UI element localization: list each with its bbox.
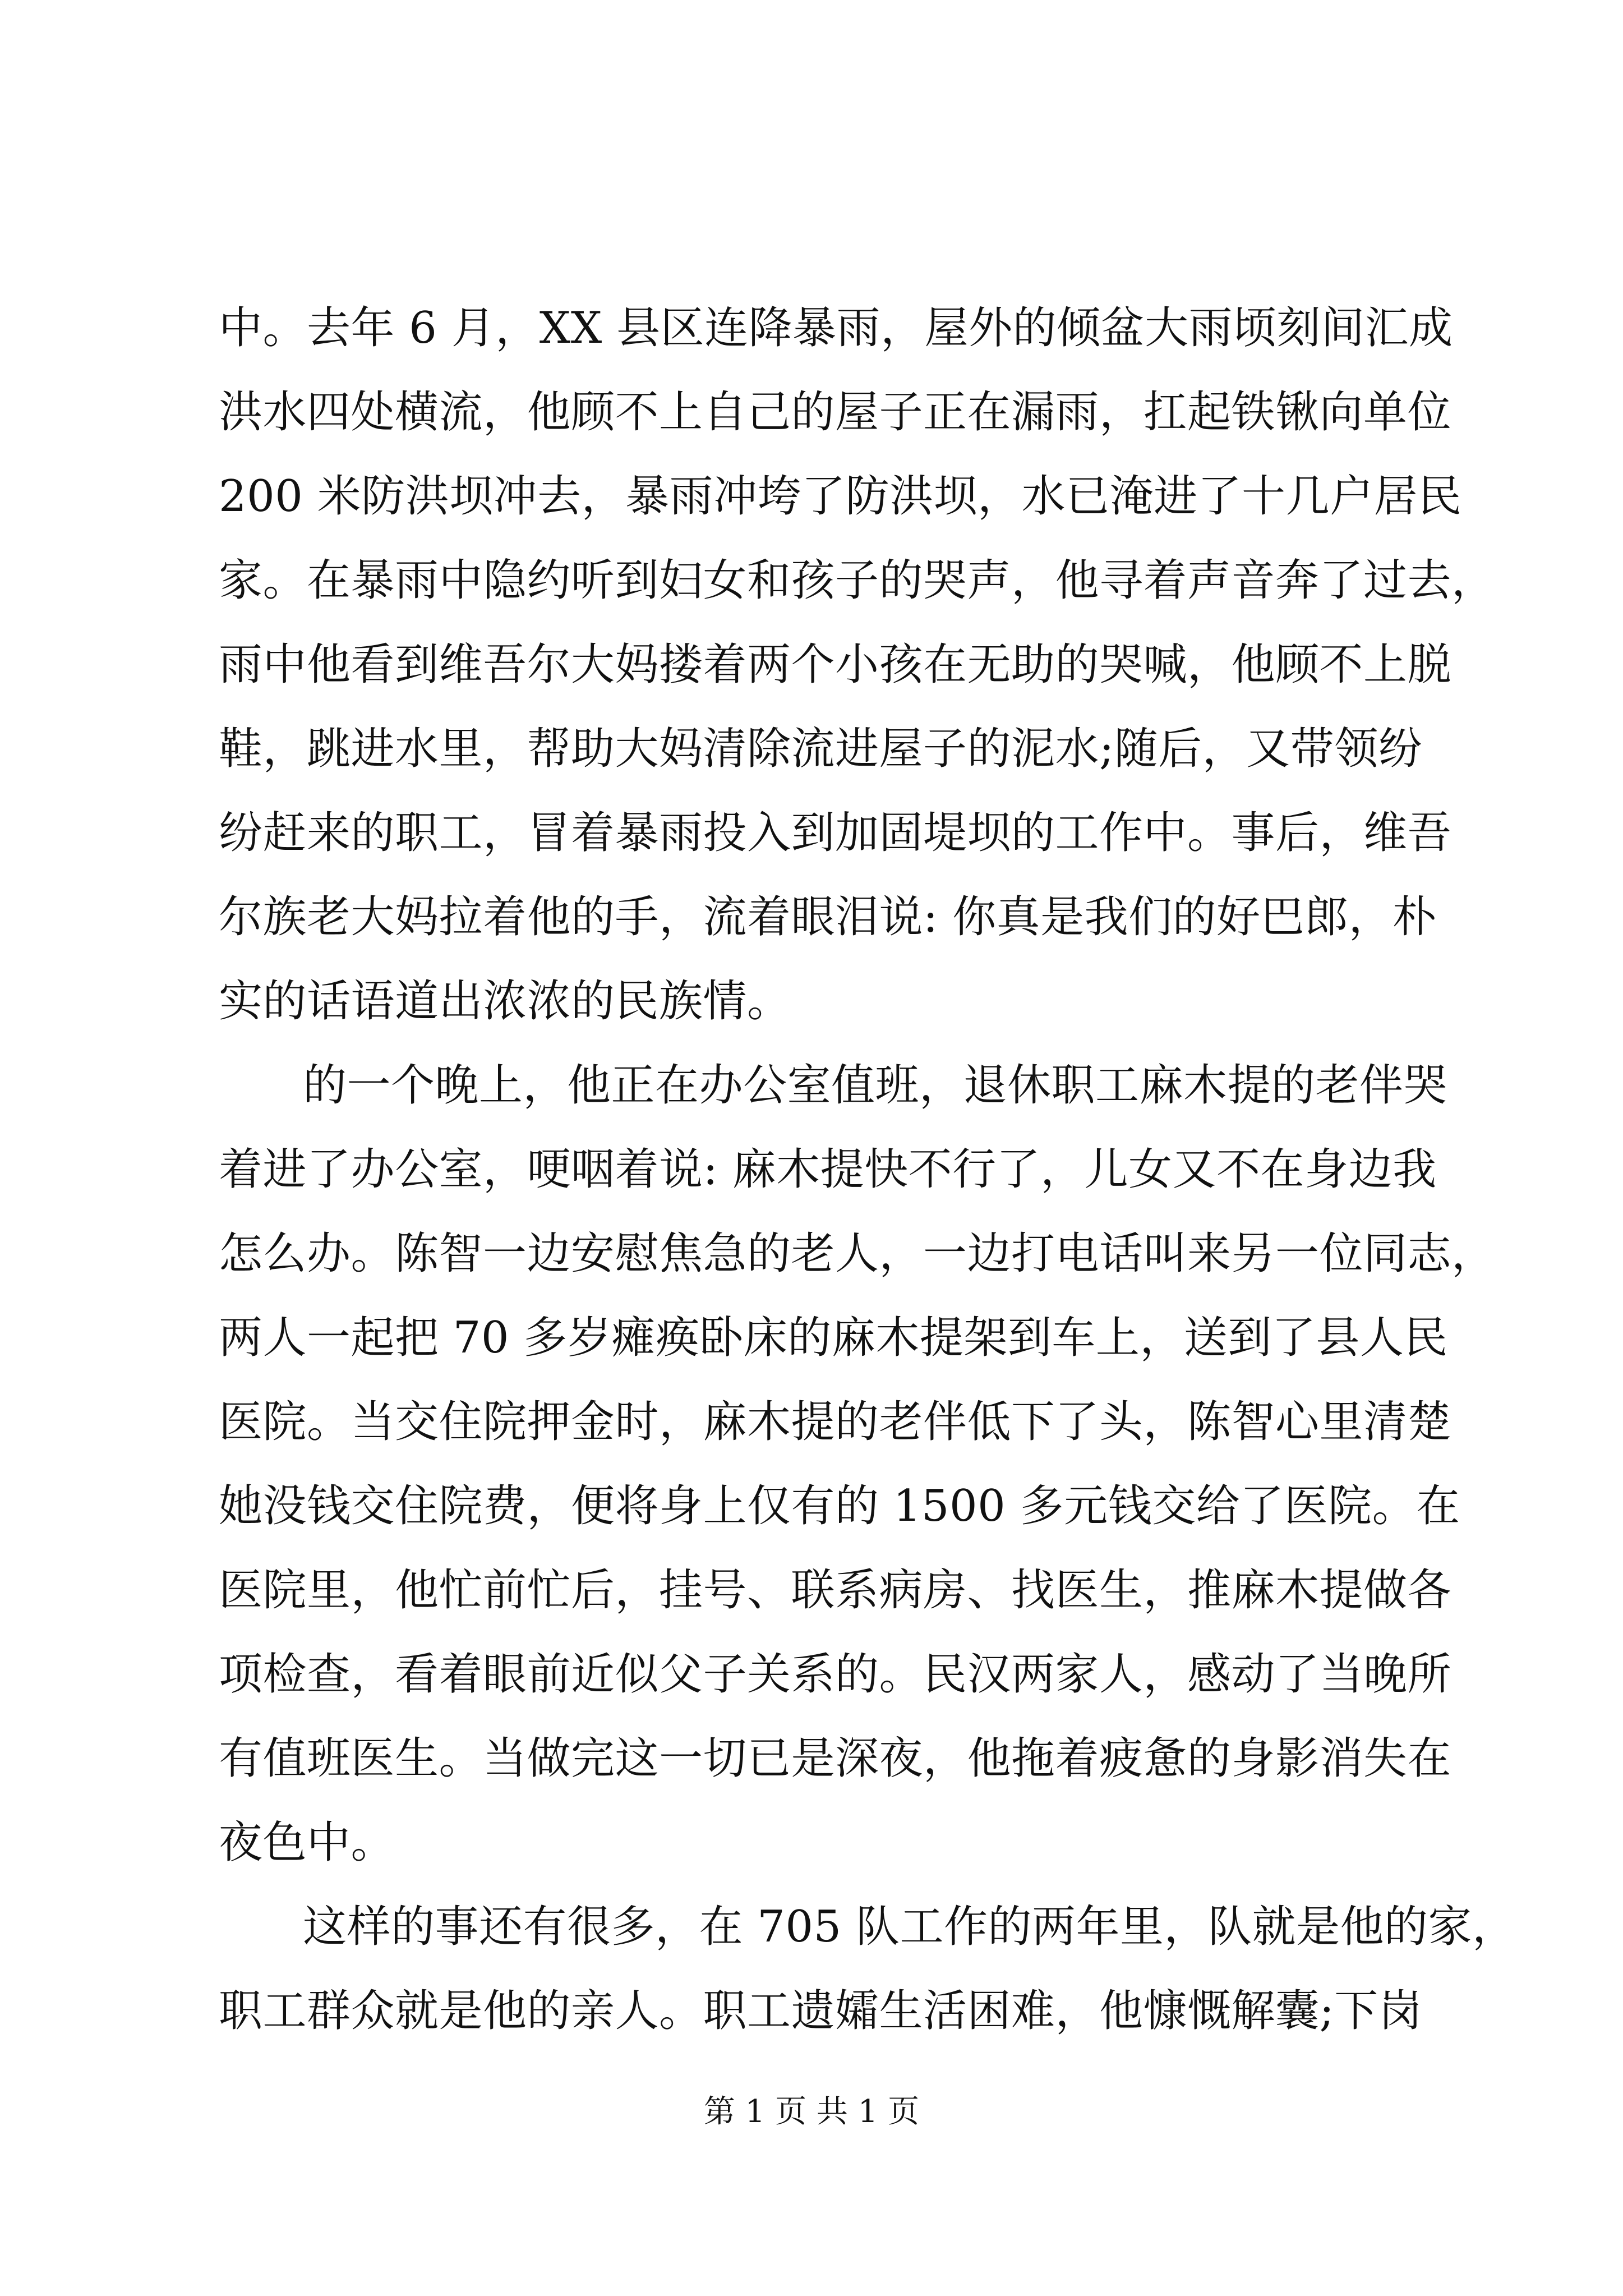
text-line: 她没钱交住院费，便将身上仅有的 1500 多元钱交给了医院。在 bbox=[219, 1481, 1460, 1531]
text-line: 雨中他看到维吾尔大妈搂着两个小孩在无助的哭喊，他顾不上脱 bbox=[219, 639, 1452, 690]
paragraph-start-line: 的一个晚上，他正在办公室值班，退休职工麻木提的老伴哭 bbox=[303, 1060, 1448, 1111]
text-line: 两人一起把 70 多岁瘫痪卧床的麻木提架到车上，送到了县人民 bbox=[219, 1313, 1448, 1363]
text-line: 有值班医生。当做完这一切已是深夜，他拖着疲惫的身影消失在 bbox=[219, 1733, 1452, 1784]
document-body bbox=[219, 286, 1516, 2053]
page-footer: 第 1 页 共 1 页 bbox=[703, 2093, 920, 2130]
text-line: 200 米防洪坝冲去，暴雨冲垮了防洪坝，水已淹进了十几户居民 bbox=[219, 471, 1462, 522]
text-line: 夜色中。 bbox=[219, 1818, 395, 1868]
text-line: 医院。当交住院押金时，麻木提的老伴低下了头，陈智心里清楚 bbox=[219, 1397, 1452, 1447]
text-line: 洪水四处横流，他顾不上自己的屋子正在漏雨，扛起铁锹向单位 bbox=[219, 387, 1452, 438]
text-line: 项检查，看着眼前近似父子关系的。民汉两家人，感动了当晚所 bbox=[219, 1649, 1452, 1700]
text-line: 职工群众就是他的亲人。职工遗孀生活困难，他慷慨解囊;下岗 bbox=[219, 1986, 1423, 2036]
text-line: 着进了办公室，哽咽着说: 麻木提快不行了，儿女又不在身边我 bbox=[219, 1144, 1437, 1195]
text-line: 尔族老大妈拉着他的手，流着眼泪说: 你真是我们的好巴郎，朴 bbox=[219, 892, 1437, 942]
text-line: 纷赶来的职工，冒着暴雨投入到加固堤坝的工作中。事后，维吾 bbox=[219, 808, 1452, 858]
text-line: 家。在暴雨中隐约听到妇女和孩子的哭声，他寻着声音奔了过去， bbox=[219, 555, 1496, 606]
text-line: 怎么办。陈智一边安慰焦急的老人，一边打电话叫来另一位同志， bbox=[219, 1228, 1496, 1279]
text-line: 实的话语道出浓浓的民族情。 bbox=[219, 976, 791, 1027]
text-line: 医院里，他忙前忙后，挂号、联系病房、找医生，推麻木提做各 bbox=[219, 1565, 1452, 1616]
paragraph-start-line: 这样的事还有很多，在 705 队工作的两年里，队就是他的家， bbox=[303, 1902, 1516, 1952]
text-line: 鞋，跳进水里，帮助大妈清除流进屋子的泥水;随后，又带领纷 bbox=[219, 724, 1423, 774]
text-line: 中。去年 6 月，XX 县区连降暴雨，屋外的倾盆大雨顷刻间汇成 bbox=[219, 303, 1453, 353]
